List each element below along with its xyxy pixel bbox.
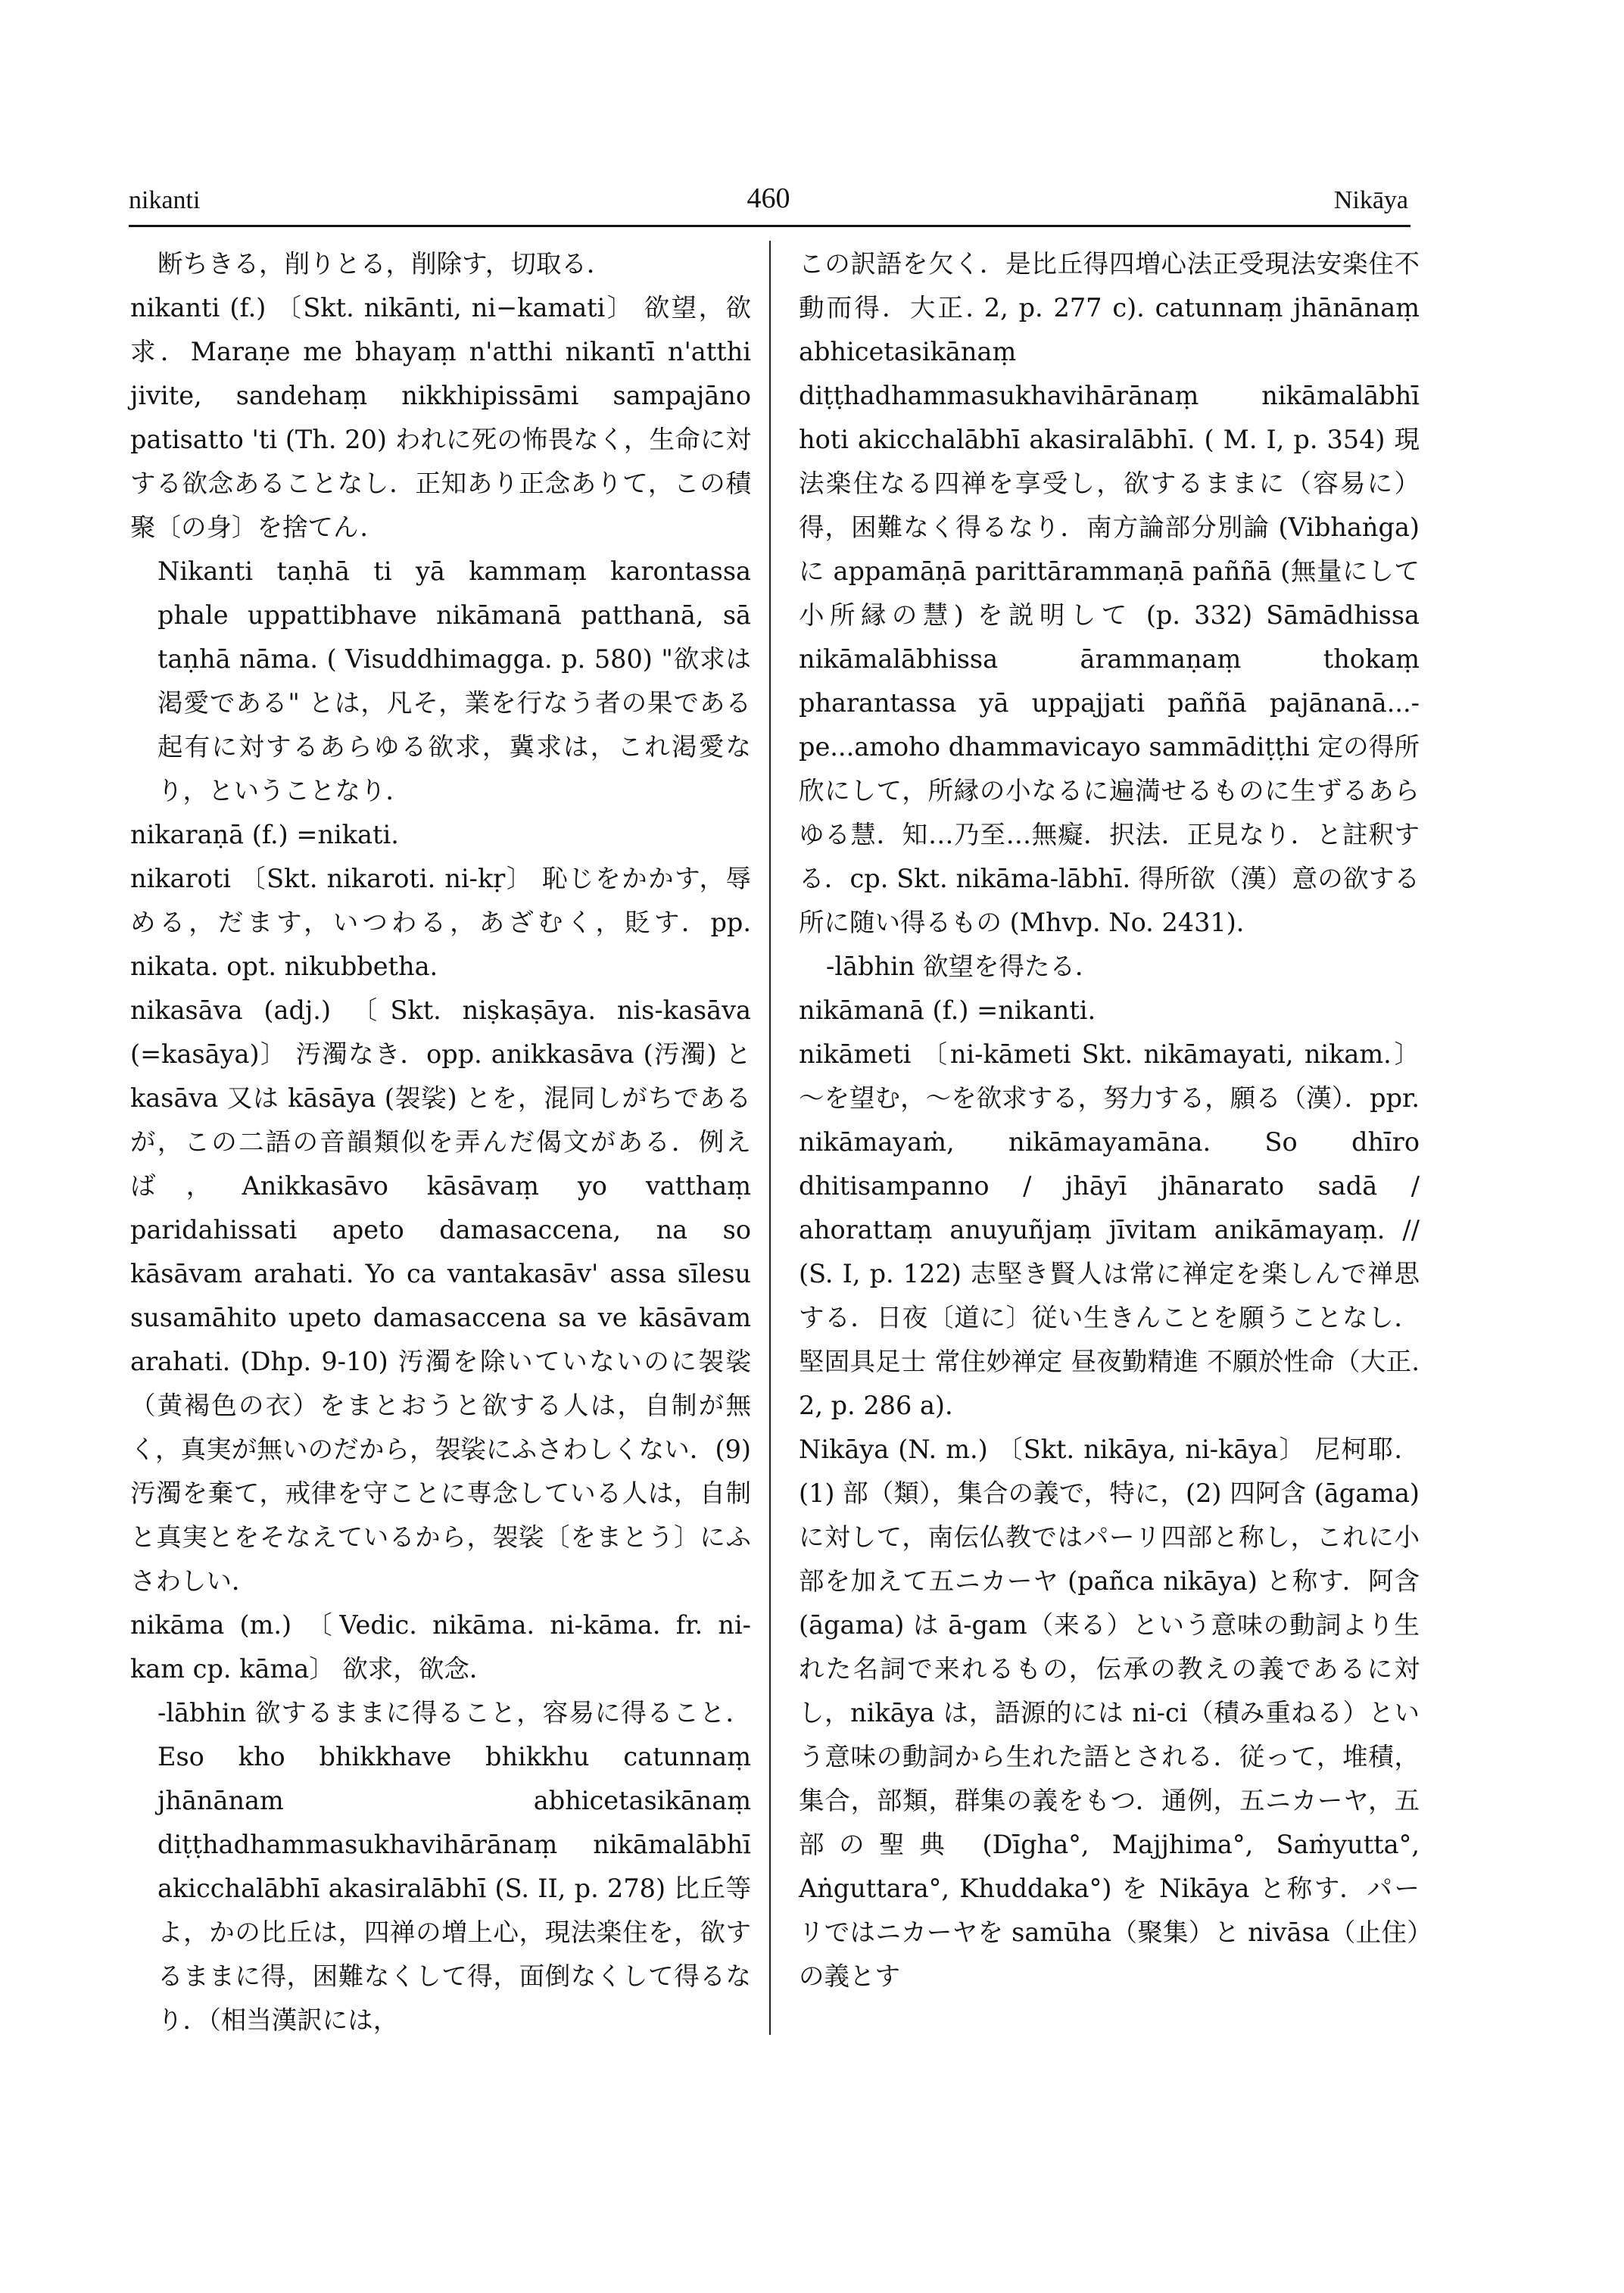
running-head [129, 179, 1408, 224]
entry-nikaroti: nikaroti 〔Skt. nikaroti. ni-kṛ〕 恥じをかかす，辱める，だます，いつわる，あざむく，貶す．pp. nikata. opt. nikubbetha. [130, 864, 751, 981]
left-column [130, 242, 751, 2042]
page-number: 460 [747, 182, 790, 214]
entry-nikameti: nikāmeti 〔ni-kāmeti Skt. nikāmayati, nikam.〕 〜を望む，〜を欲求する，努力する，願る（漢）．ppr. nikāmayaṁ, nikāmayamāna. So dhīro dhitisampanno / jhāyī jhānarato sadā / ahorattaṃ anuyuñjaṃ jīvitam anikāmayaṃ. // (S. I, p. 122) 志堅き賢人は常に禅定を楽しんで禅思する．日夜〔道に〕従い生きんことを願うことなし．堅固具足士 常住妙禅定 昼夜勤精進 不願於性命（大正. 2, p. 286 a). [799, 1039, 1420, 1420]
entry-nikasava: nikasāva (adj.) 〔Skt. niṣkaṣāya. nis-kasāva (=kasāya)〕 汚濁なき．opp. anikkasāva (汚濁) と kasāva 又は kāsāya (袈裟) とを，混同しがちであるが，この二語の音韻類似を弄んだ偈文がある．例えば，Anikkasāvo kāsāvaṃ yo vatthaṃ paridahissati apeto damasaccena, na so kāsāvam arahati. Yo ca vantakasāv' assa sīlesu susamāhito upeto damasaccena sa ve kāsāvam arahati. (Dhp. 9-10) 汚濁を除いていないのに袈裟（黄褐色の衣）をまとおうと欲する人は，自制が無く，真実が無いのだから，袈裟にふさわしくない．(9) 汚濁を棄て，戒律を守ことに専念している人は，自制と真実とをそなえているから，袈裟〔をまとう〕にふさわしい． [130, 995, 751, 1596]
running-head-right: Nikāya [1333, 186, 1408, 214]
column-divider [769, 241, 771, 2035]
running-head-left: nikanti [129, 186, 201, 214]
entry-nikarana: nikaraṇā (f.) =nikati. [130, 820, 399, 849]
entry-labhin: -lābhin 欲望を得たる． [826, 952, 1101, 981]
entry-nikama: nikāma (m.) 〔Vedic. nikāma. ni-kāma. fr. ni-kam cp. kāma〕 欲求，欲念． [130, 1610, 751, 1684]
right-column [799, 242, 1420, 1999]
entry-nikaya: Nikāya (N. m.) 〔Skt. nikāya, ni-kāya〕 尼柯耶．(1) 部（類），集合の義で，特に，(2) 四阿含 (āgama) に対して，南伝仏教ではパーリ四部と称し，これに小部を加えて五ニカーヤ (pañca nikāya) と称す．阿含 (āgama) は ā-gam（来る）という意味の動詞より生れた名詞で来れるもの，伝承の教えの義であるに対し，nikāya は，語源的には ni-ci（積み重ねる）という意味の動詞から生れた語とされる．従って，堆積，集合，部類，群集の義をもつ．通例，五ニカーヤ，五部の聖典 (Dīgha°, Majjhima°, Saṁyutta°, Aṅguttara°, Khuddaka°) を Nikāya と称す．パーリではニカーヤを samūha（聚集）と nivāsa（止住）の義とす [799, 1435, 1420, 1991]
entry-nikanti-quote: Nikanti taṇhā ti yā kammaṃ karontassa phale uppattibhave nikāmanā patthanā, sā taṇhā nāma. ( Visuddhimagga. p. 580) "欲求は渇愛である" とは，凡そ，業を行なう者の果である起有に対するあらゆる欲求，冀求は，これ渇愛なり，ということなり． [157, 556, 751, 805]
entry-nikanti: nikanti (f.) 〔Skt. nikānti, ni−kamati〕 欲望，欲求．Maraṇe me bhayaṃ n'atthi nikantī n'atthi jivite, sandehaṃ nikkhipissāmi sampajāno patisatto 'ti (Th. 20) われに死の怖畏なく，生命に対する欲念あることなし．正知あり正念ありて，この積聚〔の身〕を捨てん． [130, 293, 751, 542]
entry-continuation: 断ちきる，削りとる，削除す，切取る． [157, 249, 613, 279]
entry-nikama-continued: この訳語を欠く．是比丘得四増心法正受現法安楽住不動而得．大正. 2, p. 277 c). catunnaṃ jhānānaṃ abhicetasikānaṃ diṭṭhadhammasukhavihārānaṃ nikāmalābhī hoti akicchalābhī akasiralābhī. ( M. I, p. 354) 現法楽住なる四禅を享受し，欲するままに（容易に）得，困難なく得るなり．南方論部分別論 (Vibhaṅga) に appamāṇā parittārammaṇā paññā (無量にして小所縁の慧) を説明して (p. 332) Sāmādhissa nikāmalābhissa ārammaṇaṃ thokaṃ pharantassa yā uppajjati paññā pajānanā...-pe...amoho dhammavicayo sammādiṭṭhi 定の得所欣にして，所縁の小なるに遍満せるものに生ずるあらゆる慧．知…乃至…無癡．択法．正見なり．と註釈する．cp. Skt. nikāma-lābhī. 得所欲（漢）意の欲する所に随い得るもの (Mhvp. No. 2431). [799, 249, 1420, 937]
entry-nikama-labhin: -lābhin 欲するままに得ること，容易に得ること．Eso kho bhikkhave bhikkhu catunnaṃ jhānānam abhicetasikānaṃ diṭṭhadhammasukhavihārānaṃ nikāmalābhī akicchalābhī akasiralābhī (S. II, p. 278) 比丘等よ，かの比丘は，四禅の増上心，現法楽住を，欲するままに得，困難なくして得，面倒なくして得るなり．（相当漢訳には， [157, 1698, 751, 2035]
entry-nikamana: nikāmanā (f.) =nikanti. [799, 995, 1096, 1025]
header-rule [129, 225, 1410, 227]
